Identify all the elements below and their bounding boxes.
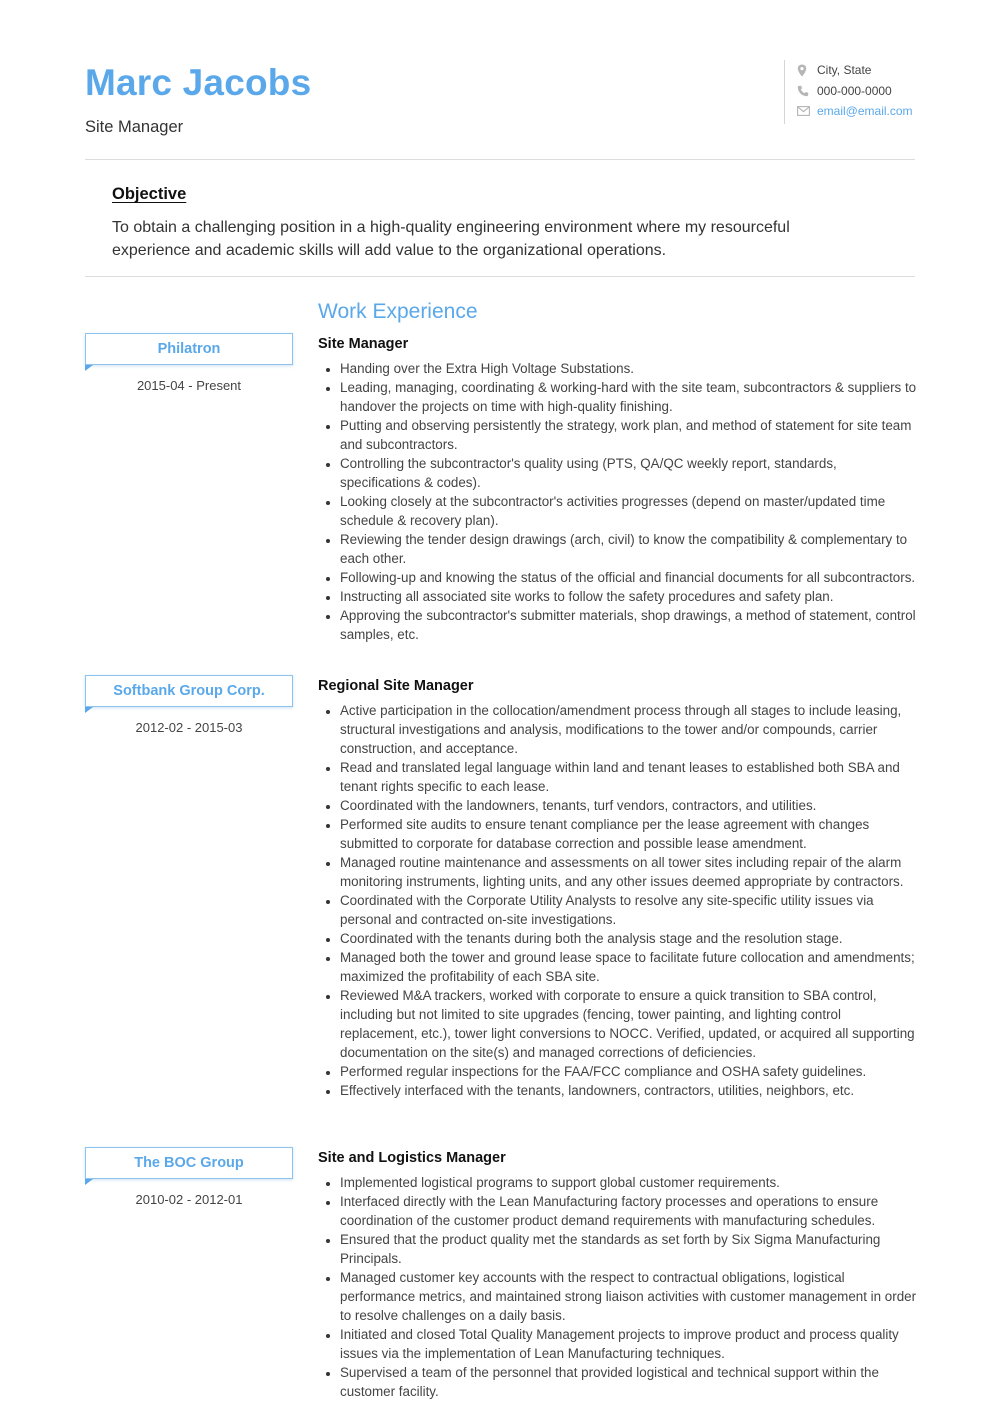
objective-text: To obtain a challenging position in a high-quality engineering environment where my resourceful experience and academic skills will add value to the organizational operations. — [112, 219, 790, 259]
employment-dates: 2012-02 - 2015-03 — [135, 720, 243, 735]
list-item: • Managed customer key accounts with the respect to contractual obligations, logistical performance metrics, and maintained strong liaison activities with customer management in order to resolve challenges on a daily basis. — [340, 1268, 918, 1325]
job-entry — [318, 1148, 918, 1401]
list-item: • Managed both the tower and ground lease space to facilitate future collocation and amendments; maximized the profitability of each SBA site. — [340, 948, 918, 986]
work-experience-heading: Work Experience — [318, 300, 478, 323]
job-entry — [318, 676, 918, 1100]
list-item: • Read and translated legal language within land and tenant leases to established both SBA and tenant rights specific to each lease. — [340, 758, 918, 796]
list-item: • Interfaced directly with the Lean Manufacturing factory processes and operations to ensure coordination of the customer product demand requirements with manufacturing schedules. — [340, 1192, 918, 1230]
list-item: • Initiated and closed Total Quality Management projects to improve product and process quality issues via the implementation of Lean Manufacturing techniques. — [340, 1325, 918, 1363]
list-item: • Implemented logistical programs to support global customer requirements. — [340, 1173, 918, 1192]
job-entry — [318, 334, 918, 644]
list-item: • Coordinated with the landowners, tenants, turf vendors, contractors, and utilities. — [340, 796, 918, 815]
list-item: • Approving the subcontractor's submitter materials, shop drawings, a method of statement, control samples, etc. — [340, 606, 918, 644]
location-pin-icon — [797, 64, 817, 77]
list-item: • Controlling the subcontractor's quality using (PTS, QA/QC weekly report, standards, specifications & codes). — [340, 454, 918, 492]
list-item: • Supervised a team of the personnel that provided logistical and technical support within the customer facility. — [340, 1363, 918, 1401]
badge-corner-marker — [85, 1179, 93, 1185]
list-item: • Performed site audits to ensure tenant compliance per the lease agreement with changes submitted to corporate for database correction and possible lease amendment. — [340, 815, 918, 853]
list-item: • Managed routine maintenance and assessments on all tower sites including repair of the alarm monitoring instruments, lighting units, and any other issues deemed appropriate by contractors. — [340, 853, 918, 891]
phone-icon — [797, 85, 817, 97]
job-role: Site Manager — [318, 336, 409, 352]
list-item: • Coordinated with the Corporate Utility Analysts to resolve any site-specific utility issues via personal and contracted on-site investigations. — [340, 891, 918, 929]
badge-corner-marker — [85, 365, 93, 371]
list-item: • Instructing all associated site works to follow the safety procedures and safety plan. — [340, 587, 918, 606]
candidate-name: Marc Jacobs — [85, 62, 312, 103]
company-name: Philatron — [85, 333, 293, 365]
company-badge — [85, 1147, 293, 1207]
company-name: The BOC Group — [85, 1147, 293, 1179]
list-item: • Following-up and knowing the status of the official and financial documents for all subcontractors. — [340, 568, 918, 587]
list-item: • Handing over the Extra High Voltage Substations. — [340, 359, 918, 378]
phone-text: 000-000-0000 — [817, 83, 892, 98]
list-item: • Effectively interfaced with the tenants, landowners, contractors, utilities, neighbors, etc. — [340, 1081, 918, 1100]
badge-corner-marker — [85, 707, 93, 713]
email-link[interactable]: email@email.com — [817, 104, 913, 119]
list-item: • Reviewing the tender design drawings (arch, civil) to know the compatibility & complementary to each other. — [340, 530, 918, 568]
list-item: • Active participation in the collocation/amendment process through all stages to include leasing, structural investigations and analysis, modifications to the tower and/or compounds, carrier construction, and acceptance. — [340, 701, 918, 758]
header-divider — [85, 159, 915, 160]
location-text: City, State — [817, 63, 872, 78]
job-role: Site and Logistics Manager — [318, 1150, 506, 1166]
list-item: • Looking closely at the subcontractor's activities progresses (depend on master/updated time schedule & recovery plan). — [340, 492, 918, 530]
contact-email[interactable] — [797, 101, 937, 122]
job-bullets — [318, 359, 918, 644]
list-item: • Leading, managing, coordinating & working-hard with the site team, subcontractors & suppliers to handover the projects on time with high-quality finishing. — [340, 378, 918, 416]
list-item: • Performed regular inspections for the FAA/FCC compliance and OSHA safety guidelines. — [340, 1062, 918, 1081]
list-item: • Ensured that the product quality met the standards as set forth by Six Sigma Manufacturing Principals. — [340, 1230, 918, 1268]
list-item: • Reviewed M&A trackers, worked with corporate to ensure a quick transition to SBA control, including but not limited to site upgrades (fencing, tower painting, and lighting control replacement, etc.), tower light conversions to NOCC. Verified, updated, or acquired all supporting documentation on the site(s) and managed corrections of deficiencies. — [340, 986, 918, 1062]
employment-dates: 2015-04 - Present — [136, 378, 242, 393]
list-item: • Putting and observing persistently the strategy, work plan, and method of statement for site team and subcontractors. — [340, 416, 918, 454]
envelope-icon — [797, 106, 817, 116]
candidate-title: Site Manager — [85, 118, 184, 136]
job-bullets — [318, 1173, 918, 1401]
company-badge — [85, 675, 293, 735]
contact-block — [784, 60, 937, 124]
job-role: Regional Site Manager — [318, 678, 474, 694]
contact-location — [797, 60, 937, 81]
contact-phone — [797, 81, 937, 102]
objective-divider — [85, 276, 915, 277]
employment-dates: 2010-02 - 2012-01 — [135, 1192, 243, 1207]
job-bullets — [318, 701, 918, 1100]
objective-heading: Objective — [112, 185, 187, 203]
company-name: Softbank Group Corp. — [85, 675, 293, 707]
list-item: • Coordinated with the tenants during both the analysis stage and the resolution stage. — [340, 929, 918, 948]
company-badge — [85, 333, 293, 393]
